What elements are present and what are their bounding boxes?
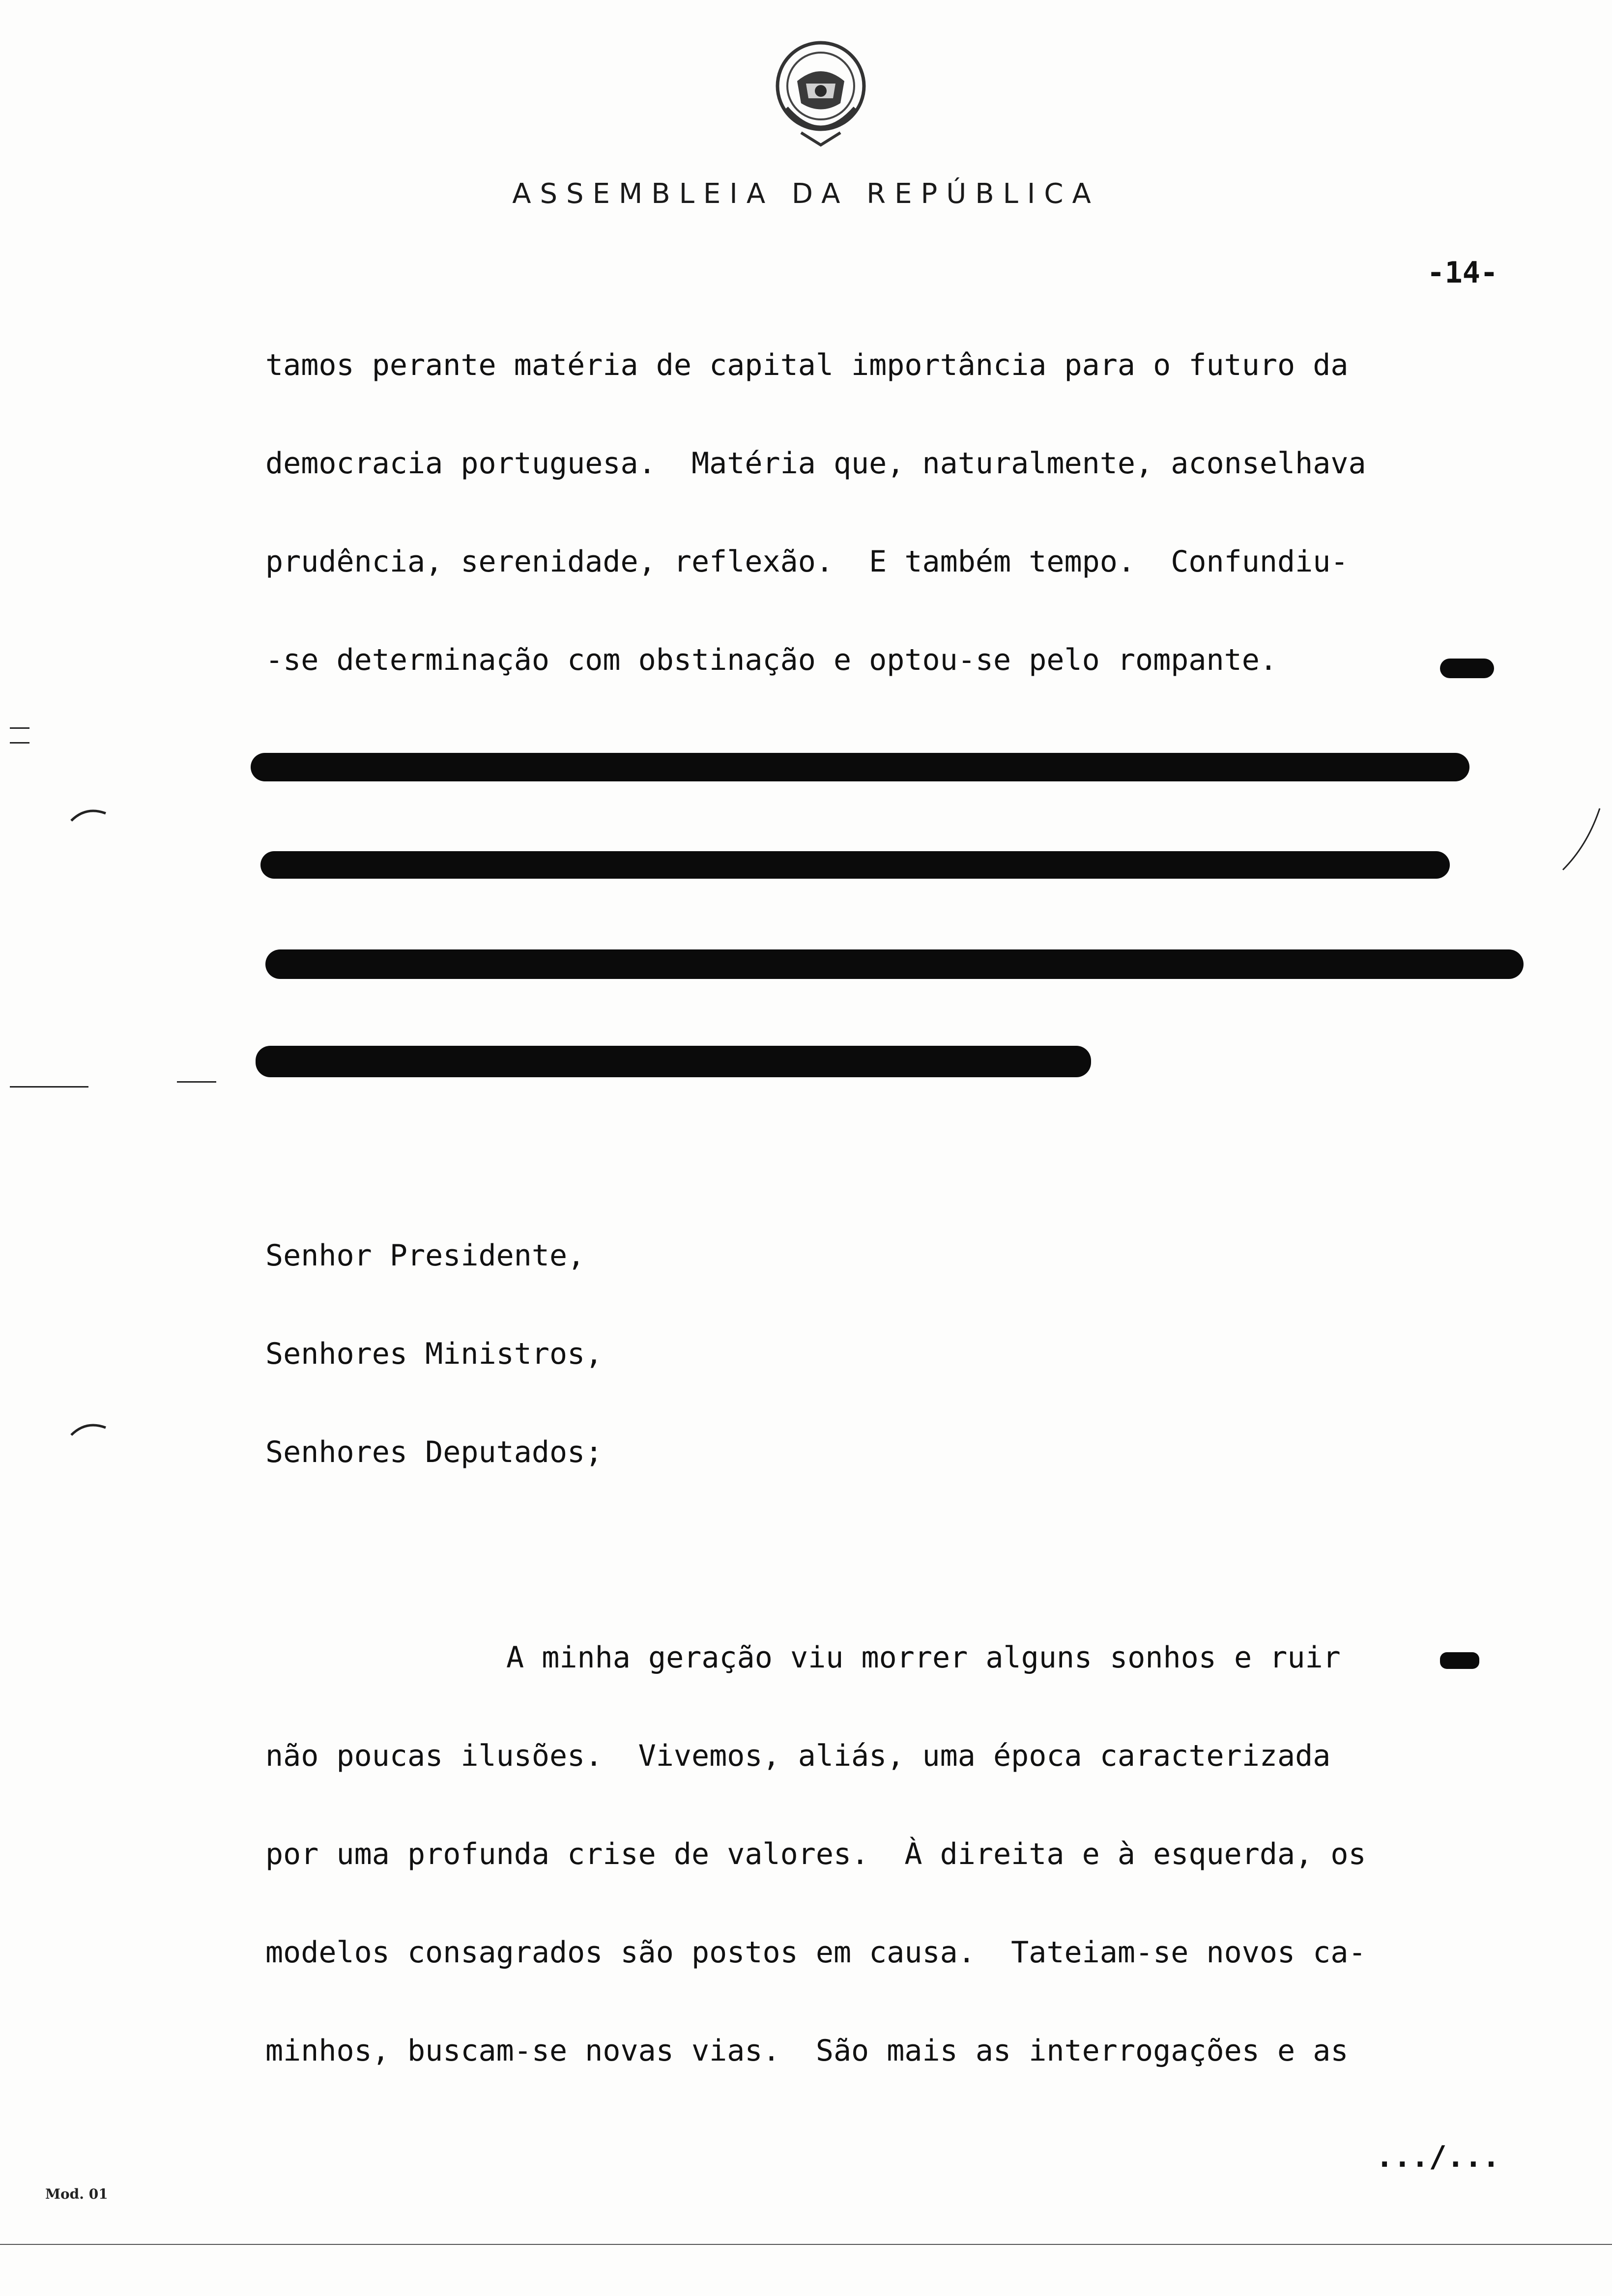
- paragraph-line: tamos perante matéria de capital importância para o futuro da: [265, 348, 1349, 382]
- margin-arc-mark: [69, 806, 108, 826]
- page-number: -14-: [1427, 256, 1498, 290]
- margin-mark: [10, 742, 29, 744]
- paragraph-line: modelos consagrados são postos em causa. Tateiam-se novos ca-: [265, 1935, 1366, 1970]
- salutation-line: Senhor Presidente,: [265, 1238, 585, 1273]
- paragraph-line: democracia portuguesa. Matéria que, naturalmente, aconselhava: [265, 446, 1366, 481]
- header-title: ASSEMBLEIA DA REPÚBLICA: [512, 178, 1100, 210]
- paragraph-line: -se determinação com obstinação e optou-se pelo rompante.: [265, 643, 1278, 677]
- paragraph-line: minhos, buscam-se novas vias. São mais as interrogações e as: [265, 2034, 1349, 2068]
- margin-mark: [10, 727, 29, 729]
- margin-mark: [177, 1081, 216, 1083]
- paragraph-line: A minha geração viu morrer alguns sonhos e ruir: [506, 1640, 1341, 1675]
- coat-of-arms-seal-icon: [767, 34, 875, 152]
- ink-blot: [1440, 659, 1494, 678]
- margin-arc-mark: [69, 1420, 108, 1440]
- redaction-bar: [265, 949, 1524, 979]
- form-code: Mod. 01: [45, 2186, 108, 2202]
- paragraph-line: prudência, serenidade, reflexão. E também tempo. Confundiu-: [265, 545, 1349, 579]
- salutation-line: Senhores Deputados;: [265, 1435, 603, 1469]
- redaction-bar: [260, 851, 1450, 879]
- redaction-bar: [256, 1046, 1091, 1077]
- paragraph-line: não poucas ilusões. Vivemos, aliás, uma época caracterizada: [265, 1739, 1331, 1773]
- margin-slash-mark: [1558, 806, 1602, 875]
- margin-mark: [10, 1086, 88, 1088]
- redaction-bar: [251, 753, 1469, 781]
- continuation-marker: .../...: [1376, 2140, 1500, 2174]
- paragraph-line: por uma profunda crise de valores. À direita e à esquerda, os: [265, 1837, 1366, 1871]
- ink-blot: [1440, 1652, 1479, 1669]
- bottom-edge-rule: [0, 2244, 1612, 2245]
- salutation-line: Senhores Ministros,: [265, 1337, 603, 1371]
